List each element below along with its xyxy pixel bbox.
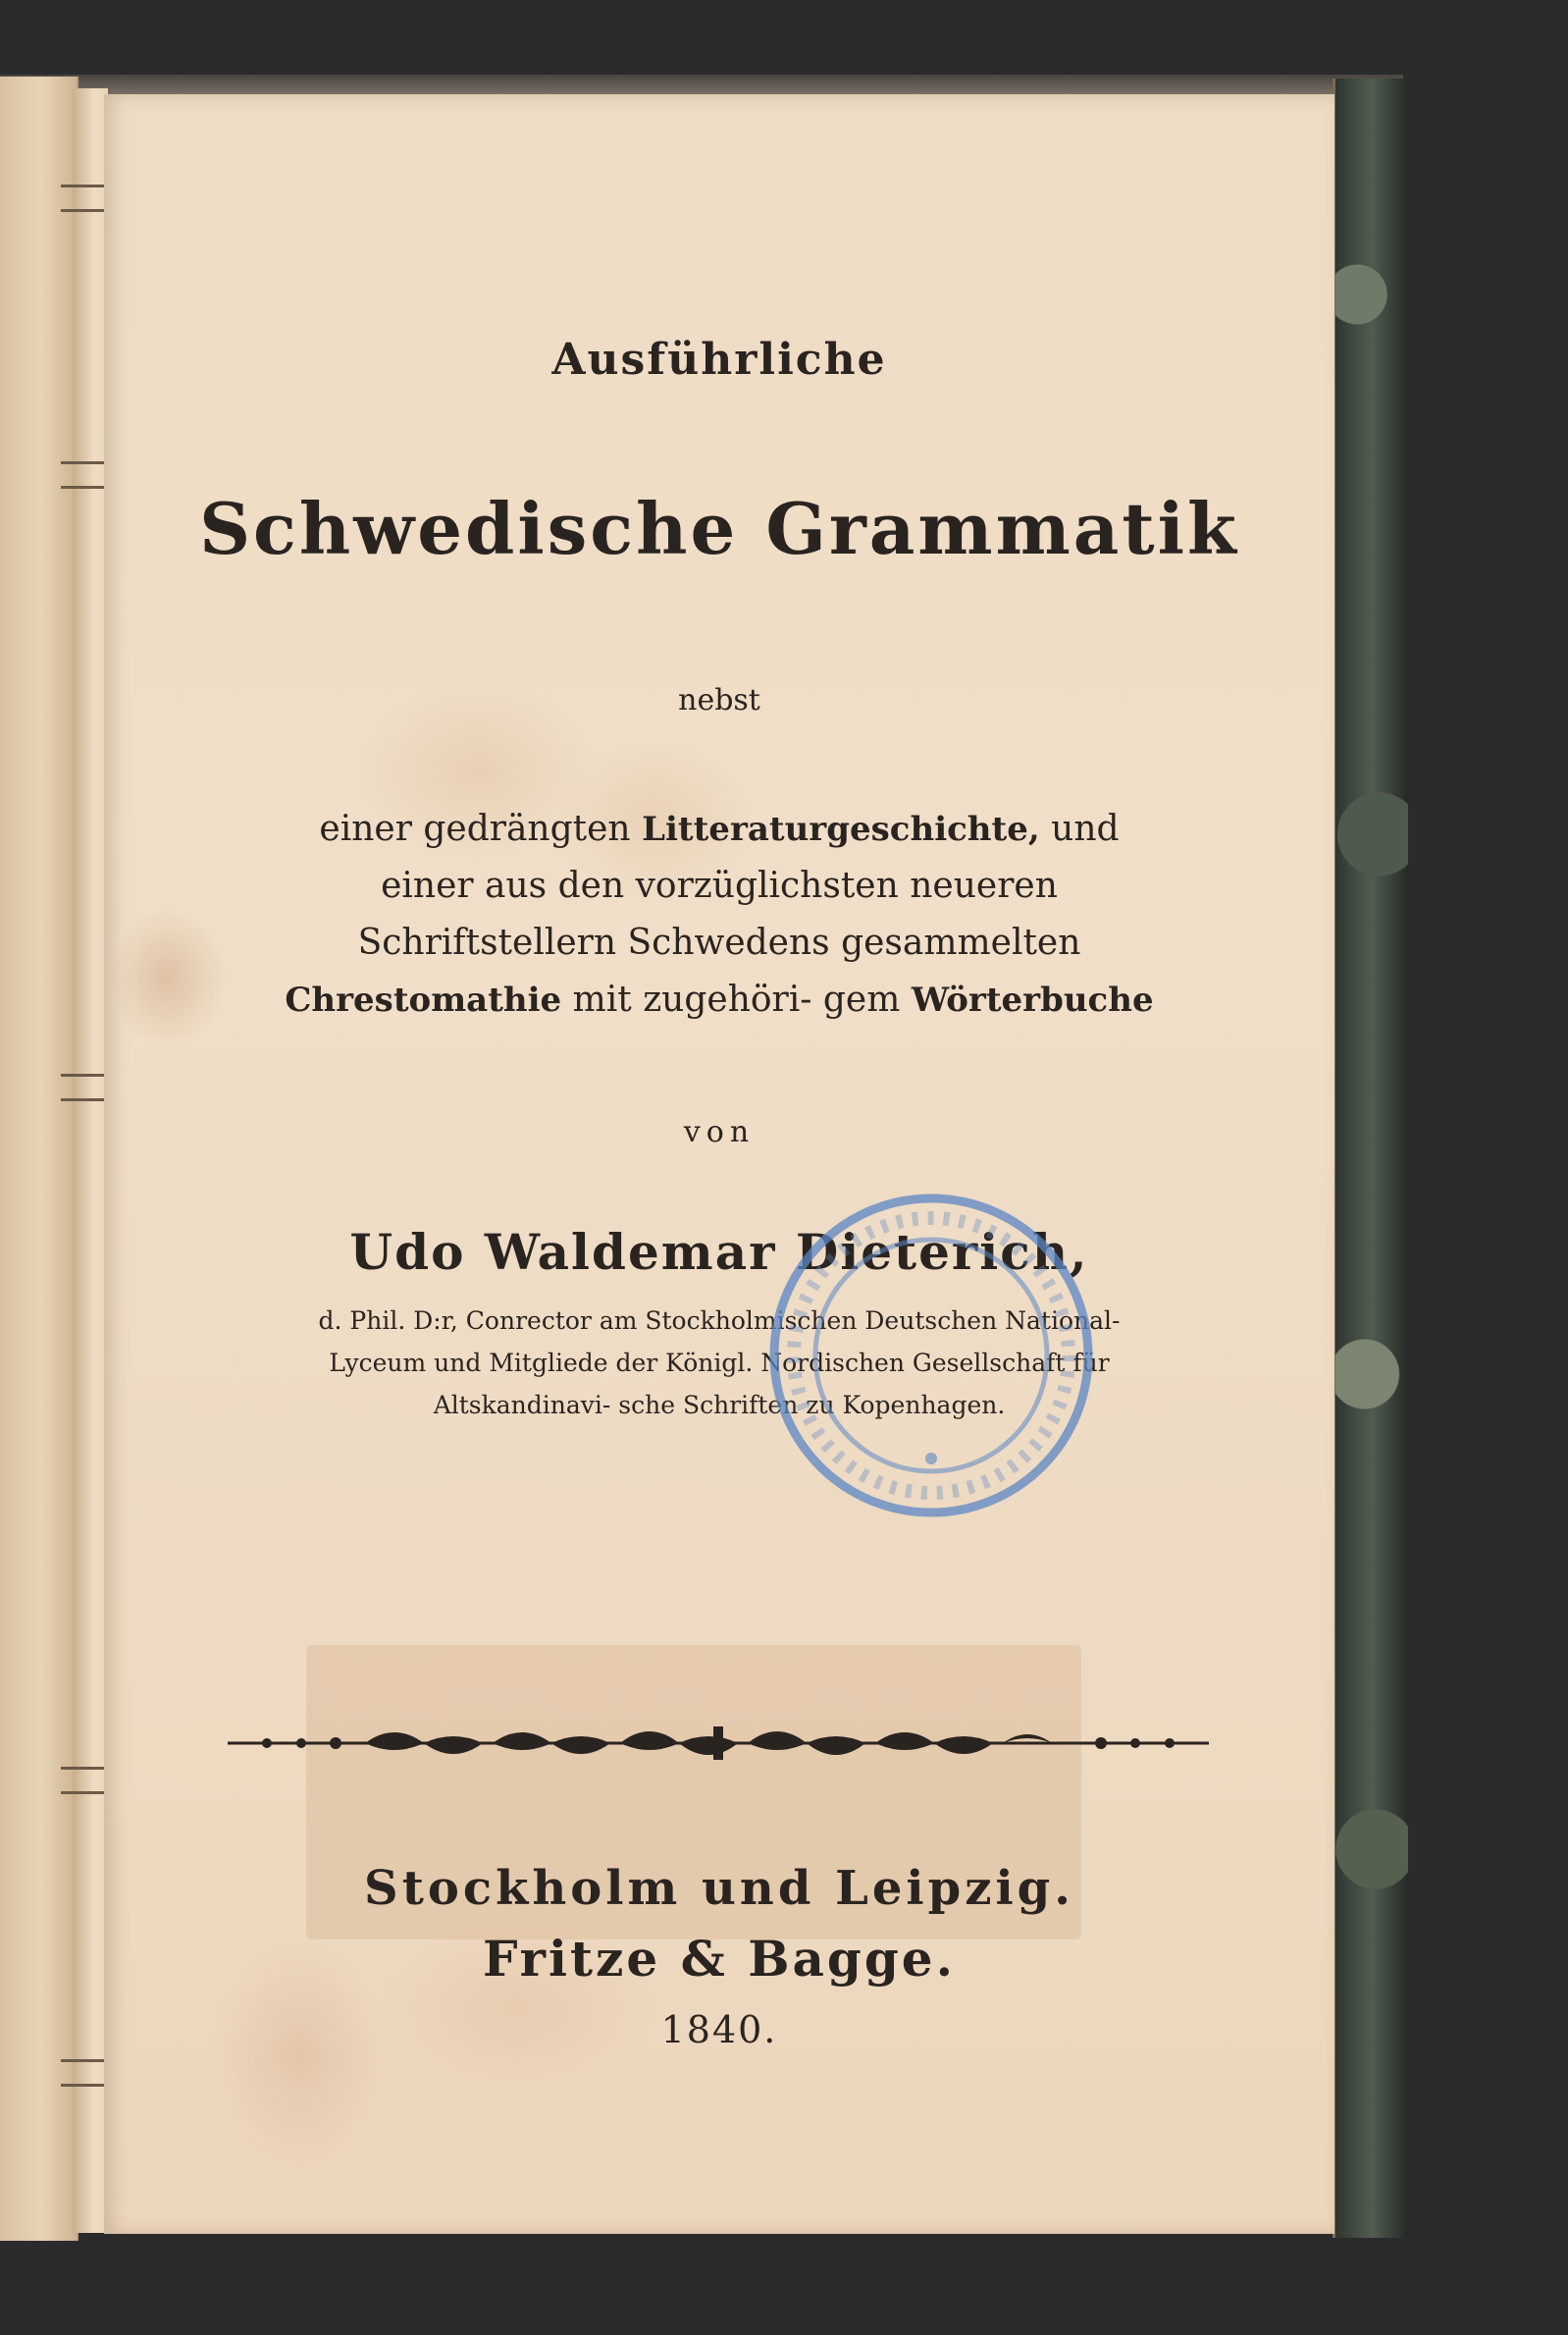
description-emphasis: Litteraturgeschichte, [642, 810, 1040, 849]
binding-gutter [73, 88, 108, 2233]
marbled-cover-edge [1333, 79, 1408, 2238]
decorative-rule [228, 1719, 1209, 1768]
binding-stitch [61, 1074, 104, 1101]
title-line-2: Schwedische Grammatik [199, 487, 1239, 570]
library-stamp [759, 1184, 1103, 1527]
book-top-edge [0, 75, 1403, 96]
imprint-publisher: Fritze & Bagge. [482, 1930, 956, 1988]
description-text: und einer aus den vorzüglichsten neueren Schriftstellern Schwedens gesammelten [357, 809, 1120, 963]
description-emphasis: Chrestomathie [285, 981, 562, 1020]
title-page [104, 94, 1334, 2234]
description-text: einer gedrängten [319, 809, 643, 849]
connector-nebst: nebst [678, 683, 760, 717]
subtitle-description [104, 801, 1334, 1029]
connector-von: von [683, 1115, 756, 1149]
imprint-place: Stockholm und Leipzig. [364, 1861, 1074, 1916]
author-name: Udo Waldemar Dieterich, [349, 1223, 1089, 1281]
imprint-year: 1840. [660, 2008, 778, 2051]
left-page-edge [0, 77, 78, 2241]
binding-stitch [61, 2059, 104, 2087]
description-emphasis: Wörterbuche [911, 981, 1154, 1020]
binding-stitch [61, 461, 104, 489]
author-credentials: d. Phil. D:r, Conrector am Stockholmischen Deutschen National-Lyceum und Mitgliede der Königl. Nordischen Gesellschaft für Altskandinavi- sche Schriften zu Kopenhagen. [318, 1306, 1121, 1419]
binding-stitch [61, 1767, 104, 1794]
title-line-1: Ausführliche [551, 335, 887, 385]
binding-stitch [61, 185, 104, 212]
description-text: mit zugehöri- gem [561, 980, 912, 1020]
